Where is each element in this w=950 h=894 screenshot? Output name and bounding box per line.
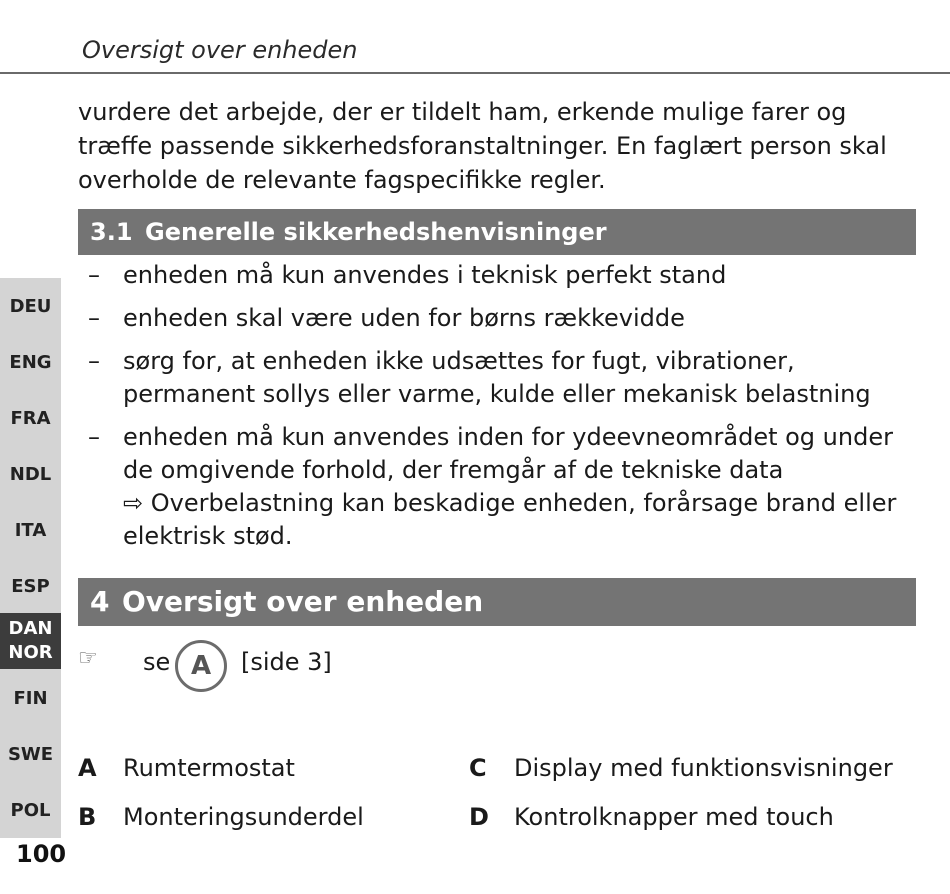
section-number: 4 bbox=[90, 585, 110, 618]
page-reference: [side 3] bbox=[241, 648, 332, 676]
running-header: Oversigt over enheden bbox=[82, 36, 358, 64]
language-tabs bbox=[0, 278, 61, 838]
bullet-item bbox=[78, 345, 918, 411]
lang-tab-ndl[interactable]: NDL bbox=[9, 464, 52, 485]
section-heading-4 bbox=[78, 578, 916, 626]
part-label: Kontrolknapper med touch bbox=[514, 803, 834, 831]
warning-note: ⇨ Overbelastning kan beskadige enheden, forårsage brand eller elektrisk stød. bbox=[123, 489, 897, 550]
part-item bbox=[78, 793, 364, 842]
header-rule bbox=[0, 72, 950, 74]
lang-tab-nor[interactable]: NOR bbox=[8, 642, 53, 663]
section-heading-3-1 bbox=[78, 209, 916, 255]
bullet-text: sørg for, at enheden ikke udsættes for fugt, vibrationer, permanent sollys eller varme, kulde eller mekanisk belastning bbox=[123, 347, 871, 408]
part-letter: A bbox=[78, 754, 97, 782]
part-item bbox=[469, 744, 893, 793]
lang-tab-fin[interactable]: FIN bbox=[13, 688, 48, 709]
lang-tab-swe[interactable]: SWE bbox=[7, 744, 54, 765]
part-letter: D bbox=[469, 803, 489, 831]
part-label: Monteringsunderdel bbox=[123, 803, 364, 831]
bullet-item bbox=[78, 302, 918, 335]
bullet-dash: – bbox=[88, 347, 100, 375]
lang-tab-esp[interactable]: ESP bbox=[11, 576, 50, 597]
lang-tab-pol[interactable]: POL bbox=[10, 800, 51, 821]
bullet-text: enheden må kun anvendes inden for ydeevneområdet og under de omgivende forhold, der fremgår af de tekniske data bbox=[123, 423, 893, 484]
bullet-item bbox=[78, 421, 918, 553]
part-item bbox=[78, 744, 364, 793]
part-label: Rumtermostat bbox=[123, 754, 295, 782]
part-item bbox=[469, 793, 893, 842]
part-letter: B bbox=[78, 803, 97, 831]
lang-tab-deu[interactable]: DEU bbox=[9, 296, 52, 317]
bullet-dash: – bbox=[88, 261, 100, 289]
lang-tab-eng[interactable]: ENG bbox=[9, 352, 52, 373]
section-title: Oversigt over enheden bbox=[122, 585, 484, 618]
page-number: 100 bbox=[16, 840, 67, 868]
see-word: se bbox=[143, 648, 171, 676]
bullet-dash: – bbox=[88, 423, 100, 451]
part-letter: C bbox=[469, 754, 487, 782]
intro-paragraph: vurdere det arbejde, der er tildelt ham, erkende mulige farer og træffe passende sikkerhedsforanstaltninger. En faglært person skal overholde de relevante fagspecifikke regler. bbox=[78, 98, 887, 194]
part-label: Display med funktionsvisninger bbox=[514, 754, 893, 782]
parts-list-left bbox=[78, 744, 364, 842]
section-number: 3.1 bbox=[90, 218, 133, 246]
section-title: Generelle sikkerhedshenvisninger bbox=[145, 218, 607, 246]
lang-tab-ita[interactable]: ITA bbox=[14, 520, 47, 541]
parts-list-right bbox=[469, 744, 893, 842]
bullet-text: enheden skal være uden for børns rækkevidde bbox=[123, 304, 685, 332]
bullet-item bbox=[78, 259, 918, 292]
lang-tab-active[interactable] bbox=[0, 613, 61, 669]
circled-letter-icon: A bbox=[175, 640, 227, 692]
pointing-hand-icon: ☞ bbox=[78, 646, 98, 671]
bullet-dash: – bbox=[88, 304, 100, 332]
lang-tab-fra[interactable]: FRA bbox=[10, 408, 51, 429]
lang-tab-dan[interactable]: DAN bbox=[8, 618, 53, 639]
safety-bullet-list bbox=[78, 259, 918, 553]
bullet-text: enheden må kun anvendes i teknisk perfekt stand bbox=[123, 261, 727, 289]
